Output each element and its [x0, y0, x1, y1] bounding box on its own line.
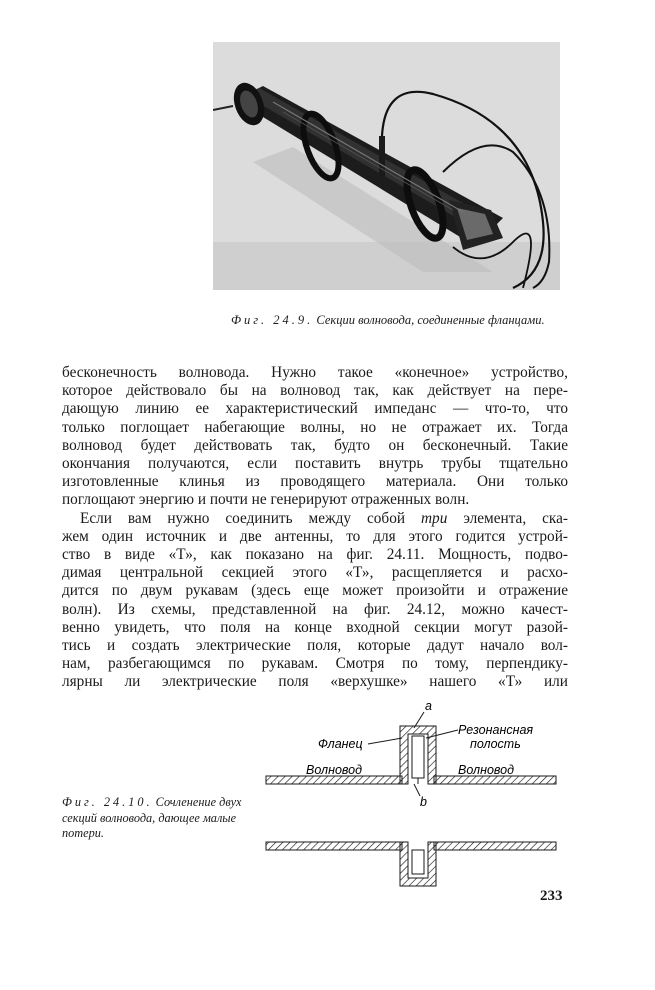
text-line: волн). Из схемы, представленной на фиг. 24.12, можно качест-	[62, 600, 568, 618]
label-b: b	[420, 795, 427, 809]
text-line: ство в виде «Т», как показано на фиг. 24.11. Мощность, подво-	[62, 546, 568, 564]
waveguide-photo	[213, 42, 560, 290]
figure-24-9-label: Фиг. 24.9.	[231, 313, 314, 327]
text-line: волновод будет действовать так, будто он бесконечный. Такие	[62, 436, 568, 454]
label-flange: Фланец	[318, 737, 363, 751]
text-line: только поглощает набегающие волны, но не отражает их. Тогда	[62, 418, 568, 436]
text-fragment: Если вам нужно соединить между собой	[80, 509, 421, 527]
flange-diagram	[262, 700, 562, 890]
label-cavity-1: Резонансная	[458, 723, 534, 737]
text-line: изготовленные клинья из проводящего материала. Они только	[62, 473, 568, 491]
waveguide-wall-right	[434, 776, 556, 784]
text-line: венно увидеть, что поля на конце входной секции могут разой-	[62, 618, 568, 636]
text-line: поглощают энергию и почти не генерируют отраженных волн.	[62, 491, 470, 509]
waveguide-wall-lower-right	[434, 842, 556, 850]
waveguide-wall-lower-left	[266, 842, 402, 850]
cavity-lower	[412, 850, 424, 874]
text-line: дающую линию ее характеристический импеданс — что-то, что	[62, 400, 568, 418]
text-line: которое действовало бы на волновод так, как действует на пере-	[62, 382, 568, 400]
figure-24-9-text: Секции волновода, соединенные фланцами.	[316, 313, 545, 327]
text-line	[62, 510, 568, 528]
text-line: нам, разбегающимся по рукавам. Смотря по тому, перпендику-	[62, 655, 568, 673]
label-cavity-2: полость	[470, 737, 521, 751]
body-text	[62, 364, 568, 692]
text-line: дится по двум рукавам (здесь еще может произойти и отражение	[62, 582, 568, 600]
label-waveguide-left: Волновод	[306, 763, 363, 777]
figure-24-10-text: Сочленение двух секций волновода, дающее малые потери.	[62, 795, 242, 840]
text-line: тись и создать электрические поля, которые дадут начало вол-	[62, 637, 568, 655]
figure-24-9-caption	[231, 312, 551, 329]
cavity-upper	[412, 736, 424, 778]
text-line: жем один источник и две антенны, то для этого годится устрой-	[62, 527, 568, 545]
waveguide-wall-left	[266, 776, 402, 784]
text-fragment: элемента, ска-	[447, 509, 569, 527]
label-waveguide-right: Волновод	[458, 763, 515, 777]
emphasis: три	[421, 509, 448, 527]
text-line: лярны ли электрические поля «верхушке» нашего «Т» или	[62, 673, 568, 691]
text-line: бесконечность волновода. Нужно такое «конечное» устройство,	[62, 364, 568, 381]
figure-24-10-label: Фиг. 24.10.	[62, 795, 153, 809]
text-line: димая центральной секцией этого «Т», расщепляется и расхо-	[62, 564, 568, 582]
figure-24-10-caption	[62, 795, 258, 842]
page-number: 233	[540, 888, 563, 904]
text-line: окончания получаются, если поставить внутрь трубы тщательно	[62, 455, 568, 473]
label-a: a	[425, 700, 432, 713]
